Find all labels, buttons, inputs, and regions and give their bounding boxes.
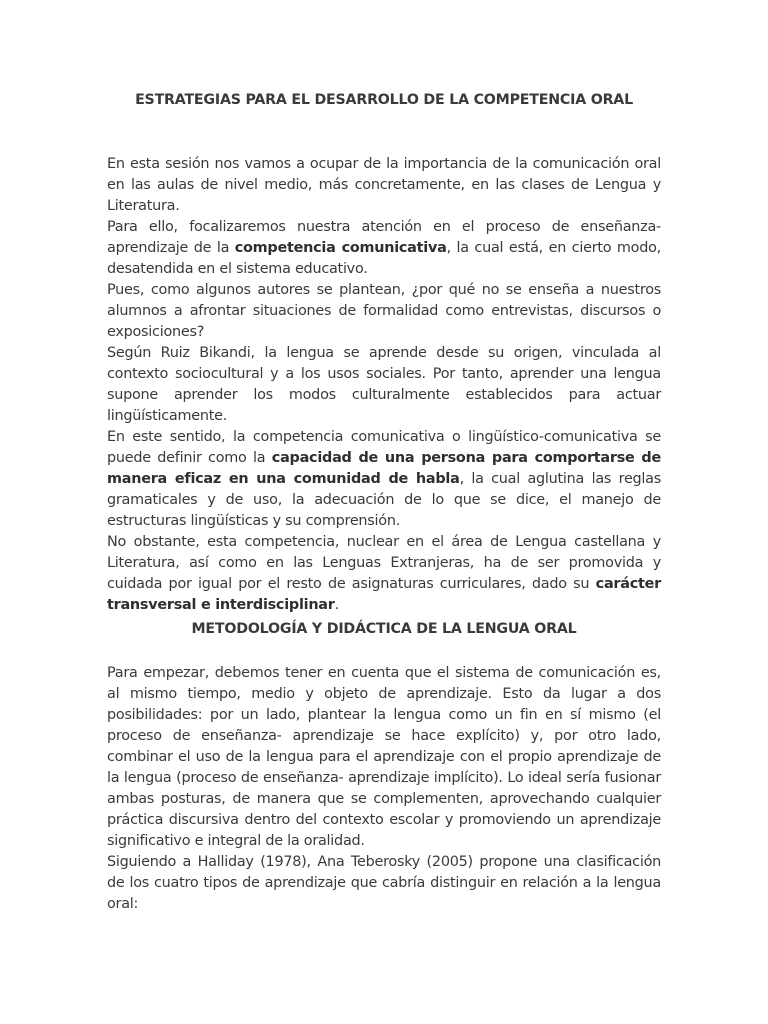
paragraph-definition-text-1: En este sentido, la competencia comunicativa o lingüístico-comunicativa se puede definir como la	[107, 429, 661, 466]
paragraph-transversal-bold: carácter transversal e interdisciplinar	[107, 576, 661, 613]
paragraph-halliday: Siguiendo a Halliday (1978), Ana Teberosky (2005) propone una clasificación de los cuatro tipos de aprendizaje que cabría distinguir en relación a la lengua oral:	[107, 854, 661, 912]
section-2-body	[107, 663, 661, 915]
paragraph-definition-bold: capacidad de una persona para comportarse de manera eficaz en una comunidad de habla	[107, 450, 661, 487]
section-subtitle: METODOLOGÍA Y DIDÁCTICA DE LA LENGUA ORAL	[191, 621, 577, 637]
section-1-body	[107, 154, 661, 616]
paragraph-methodology: Para empezar, debemos tener en cuenta que el sistema de comunicación es, al mismo tiempo, medio y objeto de aprendizaje. Esto da lugar a dos posibilidades: por un lado, plantear la lengua como un fin en sí mismo (el proceso de enseñanza- aprendizaje se hace explícito) y, por otro lado, combinar el uso de la lengua para el aprendizaje con el propio aprendizaje de la lengua (proceso de enseñanza- aprendizaje implícito). Lo ideal sería fusionar ambas posturas, de manera que se complementen, aprovechando cualquier práctica discursiva dentro del contexto escolar y promoviendo un aprendizaje significativo e integral de la oralidad.	[107, 665, 661, 849]
paragraph-definition	[107, 427, 661, 532]
paragraph-focus	[107, 217, 661, 280]
paragraph-transversal	[107, 532, 661, 616]
paragraph-transversal-text-2: .	[334, 597, 339, 613]
paragraph-question: Pues, como algunos autores se plantean, ¿por qué no se enseña a nuestros alumnos a afrontar situaciones de formalidad como entrevistas, discursos o exposiciones?	[107, 282, 661, 340]
paragraph-intro: En esta sesión nos vamos a ocupar de la importancia de la comunicación oral en las aulas de nivel medio, más concretamente, en las clases de Lengua y Literatura.	[107, 156, 661, 214]
paragraph-focus-text-2: , la cual está, en cierto modo, desatendida en el sistema educativo.	[107, 240, 661, 277]
paragraph-focus-bold: competencia comunicativa	[234, 240, 447, 256]
paragraph-ruiz-bikandi: Según Ruiz Bikandi, la lengua se aprende desde su origen, vinculada al contexto sociocultural y a los usos sociales. Por tanto, aprender una lengua supone aprender los modos culturalmente establecidos para actuar lingüísticamente.	[107, 345, 661, 424]
paragraph-transversal-text-1: No obstante, esta competencia, nuclear en el área de Lengua castellana y Literatura, así como en las Lenguas Extranjeras, ha de ser promovida y cuidada por igual por el resto de asignaturas curriculares, dado su	[107, 534, 661, 592]
document-title: ESTRATEGIAS PARA EL DESARROLLO DE LA COMPETENCIA ORAL	[135, 92, 633, 108]
paragraph-focus-text-1: Para ello, focalizaremos nuestra atención en el proceso de enseñanza-aprendizaje de la	[107, 219, 661, 256]
paragraph-definition-text-2: , la cual aglutina las reglas gramaticales y de uso, la adecuación de lo que se dice, el manejo de estructuras lingüísticas y su comprensión.	[107, 471, 661, 529]
